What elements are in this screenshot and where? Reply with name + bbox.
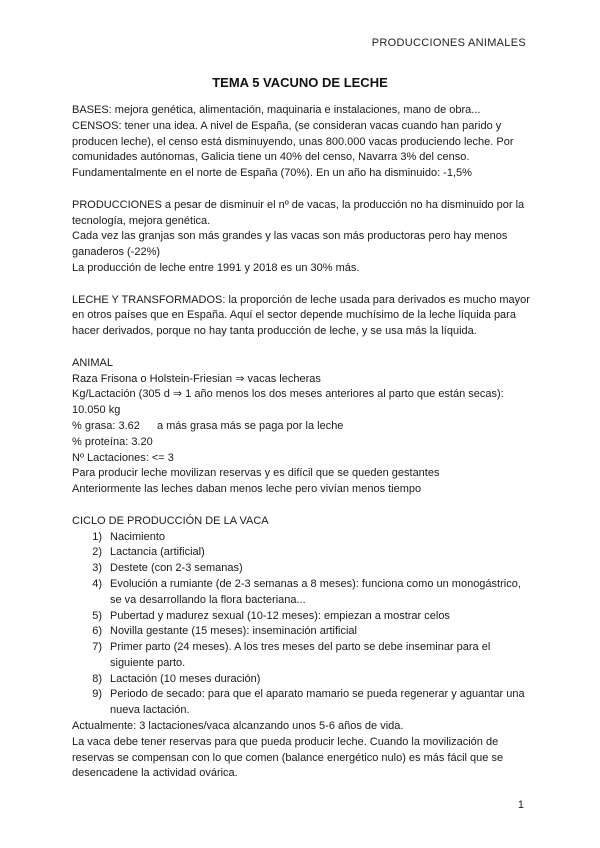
list-number: 9) <box>92 688 102 701</box>
list-text: Lactancia (artificial) <box>110 546 205 559</box>
page-number: 1 <box>517 799 524 811</box>
censos-paragraph: CENSOS: tener una idea. A nivel de España, (se consideran vacas cuando han parido y producen leche), el censo está disminuyendo, unas 800.000 vacas produciendo leche. Por comunidades autónomas, Galicia tiene un 40% del censo, Navarra 3% del censo. Fundamentalmente en el norte de España (70%). En un año ha disminuido: -1,5% <box>72 119 514 180</box>
spacer <box>72 498 534 514</box>
list-text: Periodo de secado: para que el aparato mamario se pueda regenerar y aguantar una nueva lactación. <box>110 688 525 717</box>
actualmente-line: Actualmente: 3 lactaciones/vaca alcanzando unos 5-6 años de vida. <box>72 720 404 733</box>
granjas-paragraph: Cada vez las granjas son más grandes y las vacas son más productoras pero hay menos ganaderos (-22%) <box>72 230 508 259</box>
document-body <box>72 103 534 782</box>
proteina-line: % proteína: 3.20 <box>72 435 153 448</box>
list-text: Nacimiento <box>110 530 166 543</box>
lactaciones-line: Nº Lactaciones: <= 3 <box>72 451 174 464</box>
list-item <box>72 561 534 577</box>
list-number: 2) <box>92 546 102 559</box>
list-text: Destete (con 2-3 semanas) <box>110 562 243 575</box>
list-item <box>72 577 534 609</box>
list-number: 8) <box>92 672 102 685</box>
running-header: PRODUCCIONES ANIMALES <box>371 37 526 49</box>
spacer <box>72 182 534 198</box>
list-text: Novilla gestante (15 meses): inseminación artificial <box>110 625 357 638</box>
list-text: Pubertad y madurez sexual (10-12 meses): empiezan a mostrar celos <box>110 609 450 622</box>
list-item <box>72 609 534 625</box>
anteriormente-line: Anteriormente las leches daban menos leche pero vivían menos tiempo <box>72 483 422 496</box>
list-item <box>72 624 534 640</box>
list-item <box>72 687 534 719</box>
list-number: 6) <box>92 625 102 638</box>
spacer <box>72 277 534 293</box>
list-number: 7) <box>92 641 102 654</box>
grasa-line <box>72 419 534 435</box>
list-number: 5) <box>92 609 102 622</box>
animal-heading: ANIMAL <box>72 356 113 369</box>
ciclo-list <box>72 530 534 720</box>
producciones-paragraph: PRODUCCIONES a pesar de disminuir el nº de vacas, la producción no ha disminuido por la tecnología, mejora genética. <box>72 198 525 227</box>
produccion-leche-paragraph: La producción de leche entre 1991 y 2018 es un 30% más. <box>72 261 360 274</box>
list-text: Evolución a rumiante (de 2-3 semanas a 8 meses): funciona como un monogástrico, se va desarrollando la flora bacteriana... <box>110 577 521 606</box>
reservas-line: Para producir leche movilizan reservas y es difícil que se queden gestantes <box>72 467 440 480</box>
list-text: Primer parto (24 meses). A los tres meses del parto se debe inseminar para el siguiente parto. <box>110 641 491 669</box>
reservas-paragraph: La vaca debe tener reservas para que pueda producir leche. Cuando la movilización de reservas se compensan con lo que comen (balance energético nulo) es más fácil que se desencadene la actividad ovárica. <box>72 735 504 780</box>
raza-line: Raza Frisona o Holstein-Friesian ⇒ vacas lecheras <box>72 372 321 385</box>
list-number: 4) <box>92 577 102 590</box>
grasa-value: % grasa: 3.62 <box>72 419 140 432</box>
ciclo-heading: CICLO DE PRODUCCIÓN DE LA VACA <box>72 514 269 527</box>
list-number: 1) <box>92 530 102 543</box>
list-text: Lactación (10 meses duración) <box>110 672 261 685</box>
list-item <box>72 545 534 561</box>
grasa-note: a más grasa más se paga por la leche <box>156 419 344 432</box>
document-title: TEMA 5 VACUNO DE LECHE <box>212 75 388 90</box>
list-item <box>72 640 534 672</box>
list-item <box>72 672 534 688</box>
leche-transformados-paragraph: LECHE Y TRANSFORMADOS: la proporción de leche usada para derivados es mucho mayor en otros países que en España. Aquí el sector depende muchísimo de la leche líquida para hacer derivados, porque no hay tanta producción de leche, y se usa más la líquida. <box>72 293 530 338</box>
bases-paragraph: BASES: mejora genética, alimentación, maquinaria e instalaciones, mano de obra... <box>72 104 481 116</box>
list-item <box>72 530 534 546</box>
list-number: 3) <box>92 562 102 575</box>
kg-lactacion-line: Kg/Lactación (305 d ⇒ 1 año menos los dos meses anteriores al parto que están secas): 10.050 kg <box>72 388 504 417</box>
spacer <box>72 340 534 356</box>
